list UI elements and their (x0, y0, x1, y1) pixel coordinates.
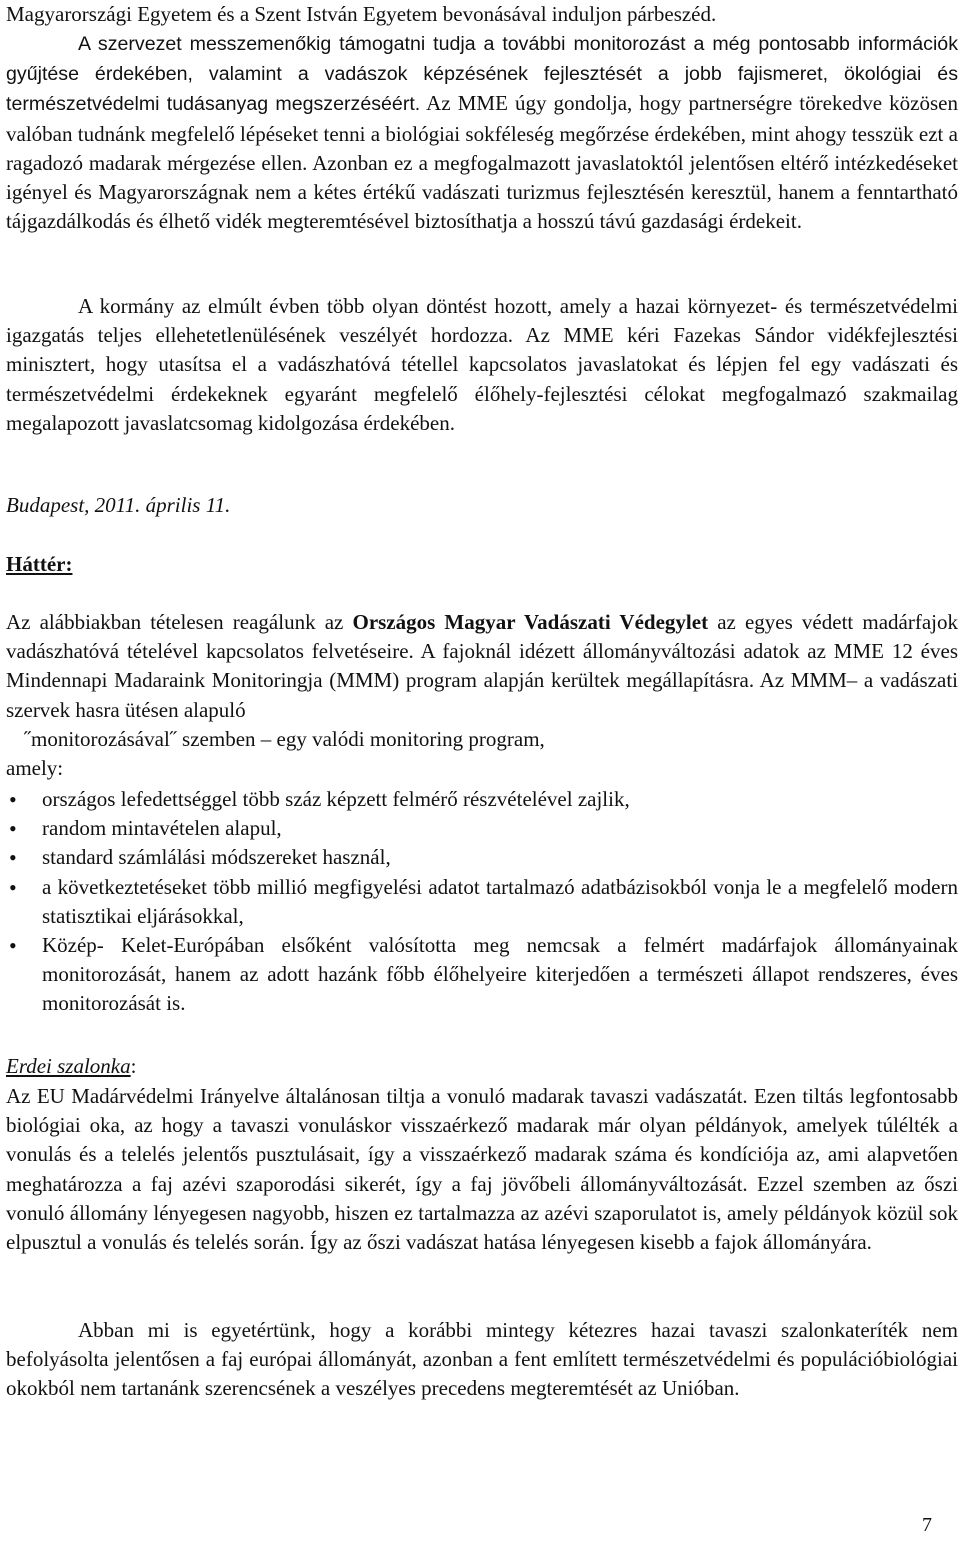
paragraph-serif-segment: Az MME úgy gondolja, hogy partnerségre törekedve közösen valóban tudnánk megfelelő lépéseket tenni a biológiai sokféleség megőrzése érdekében, mint ahogy tesszük ezt a ragadozó madarak mérgezése ellen. (6, 91, 958, 175)
hatter-intro-b: az egyes védett madárfajok vadászhatóvá tételével kapcsolatos felvetéseire. A fajoknál idézett állományváltozási adatok az MME 12 éves Mindennapi Madaraink Monitoringja (MMM) program alapján kerültek megállapításra. Az MMM– a vadászati szervek hasra ütésen alapuló (6, 610, 958, 722)
list-item: • random mintavételen alapul, (6, 814, 958, 843)
intro-last-line: Magyarországi Egyetem és a Szent István Egyetem bevonásával induljon párbeszéd. (6, 2, 717, 26)
list-item: • országos lefedettséggel több száz képzett felmérő részvételével zajlik, (6, 785, 958, 814)
paragraph-sans-segment: A szervezet messzemenőkig támogatni tudja a további monitorozást a még pontosabb információk gyűjtése érdekében, valamint a vadászok képzésének fejlesztését a jobb fajismeret, ökológiai és természetvédelmi tudásanyag megszerzéséért. (6, 33, 958, 116)
paragraph-rest-segment: Azonban ez a megfogalmazott javaslatoktól jelentősen eltérő intézkedéseket igényel és Magyarországnak nem a kétes értékű vadászati turizmus fejlesztésén keresztül, hanem a fenntartható tájgazdálkodás és élhető vidék megteremtésével biztosíthatja a hosszú távú gazdasági érdekeit. (6, 150, 959, 234)
paragraph-hatter: Az alábbiakban tételesen reagálunk az Országos Magyar Vadászati Védegylet az egyes védett madárfajok vadászhatóvá tételével kapcsolatos felvetéseire. A fajoknál idézett állományváltozási adatok az MME 12 éves Mindennapi Madaraink Monitoringja (MMM) program alapján kerültek megállapításra. Az MMM– a vadászati szervek hasra ütésen alapuló ˝monitorozásával˝ szemben – egy valódi monitoring program, (6, 610, 958, 751)
paragraph-szalonka-1: Az EU Madárvédelmi Irányelve általánosan tiltja a vonuló madarak tavaszi vadászatát. Ezen tiltás legfontosabb biológiai oka, az hogy a tavaszi vonuláskor visszaérkező madarak már olyan példányok, amelyek túlélték a vonulás és a telelés jelentős pusztulásait, így a visszaérkező madarak száma és kondíciója az, ami alapvetően meghatározza a faj azévi szaporodási sikerét, így a faj jövőbeli állományváltozását. Ezzel szemben az őszi vonuló állomány lényegesen nagyobb, hiszen ez tartalmazza az azévi szaporulatot is, amely példányok közül sok elpusztul a vonulás és telelés során. Így az őszi vadászat hatása lényegesen kisebb a fajok állományára. (6, 1084, 958, 1255)
bullet-icon: • (9, 787, 17, 812)
amely-line: amely: (6, 756, 64, 780)
monitoring-bullet-list (6, 785, 958, 1019)
bullet-icon: • (9, 874, 17, 900)
species-heading: Erdei szalonka (6, 1054, 131, 1078)
org-name: Országos Magyar Vadászati Védegylet (352, 610, 709, 634)
paragraph-government: A kormány az elmúlt évben több olyan döntést hozott, amely a hazai környezet- és természetvédelmi igazgatás teljes ellehetetlenülésének veszélyét hordozza. Az MME kéri Fazekas Sándor vidékfejlesztési minisztert, hogy utasítsa el a vadászhatóvá tétellel kapcsolatos javaslatokat és lépjen fel egy vadászati és természetvédelmi érdekeknek egyaránt megfelelő élőhely-fejlesztési célokat megfogalmazó szakmailag megalapozott javaslatcsomag kidolgozása érdekében. (6, 294, 958, 435)
paragraph-szalonka-2: Abban mi is egyetértünk, hogy a korábbi mintegy kétezres hazai tavaszi szalonkateríték nem befolyásolta jelentősen a faj európai állományát, azonban a fent említett természetvédelmi és populációbiológiai okokból nem tartanánk szerencsének a veszélyes precedens megteremtését az Unióban. (6, 1318, 958, 1401)
list-item: • Közép- Kelet-Európában elsőként valósította meg nemcsak a felmért madárfajok állományainak monitorozását, hanem az adott hazánk főbb élőhelyeire kiterjedően a természeti állapot rendszeres, éves monitorozását is. (9, 933, 958, 1016)
bullet-icon: • (9, 933, 17, 959)
heading-hatter: Háttér: (6, 552, 73, 576)
page-number: 7 (922, 1514, 932, 1536)
list-item: • a következtetéseket több millió megfigyelési adatot tartalmazó adatbázisokból vonja le a megfelelő modern statisztikai eljárásokkal, (9, 874, 958, 928)
hatter-intro-a: Az alábbiakban tételesen reagálunk az (6, 610, 353, 634)
paragraph-mme-support (6, 29, 958, 236)
quote-monitorozas: monitorozásával (31, 726, 170, 751)
bullet-icon: • (9, 845, 17, 871)
hatter-intro-c: szemben – egy valódi monitoring program, (176, 726, 545, 751)
bullet-icon: • (9, 816, 17, 842)
date-line: Budapest, 2011. április 11. (6, 493, 231, 517)
list-item: • standard számlálási módszereket használ, (6, 843, 958, 872)
heading-erdei-szalonka: Erdei szalonka: (6, 1054, 137, 1078)
